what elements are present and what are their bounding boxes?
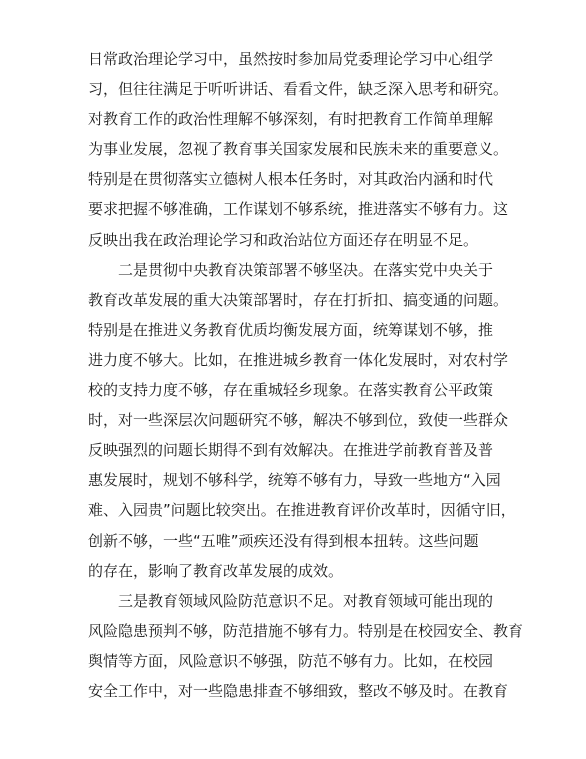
text-line: 为事业发展，忽视了教育事关国家发展和民族未来的重要意义。 (88, 140, 509, 159)
document-body (88, 44, 524, 706)
text-line: 三是教育领域风险防范意识不足。对教育领域可能出现的 (118, 591, 494, 610)
paragraph-risk-prevention (88, 586, 524, 706)
paragraph-policy-implementation (88, 255, 516, 586)
text-line: 日常政治理论学习中，虽然按时参加局党委理论学习中心组学 (88, 50, 494, 68)
text-line: 风险隐患预判不够，防范措施不够有力。特别是在校园安全、教育 (88, 621, 524, 640)
text-line: 安全工作中，对一些隐患排查不够细致，整改不够及时。在教育 (88, 681, 509, 700)
text-line: 惠发展时，规划不够科学，统筹不够有力，导致一些地方“入园 (88, 471, 501, 490)
text-line: 要求把握不够准确，工作谋划不够系统，推进落实不够有力。这 (88, 200, 509, 219)
text-line: 进力度不够大。比如，在推进城乡教育一体化发展时，对农村学 (88, 350, 509, 369)
text-line: 的存在，影响了教育改革发展的成效。 (88, 561, 344, 580)
text-line: 校的支持力度不够，存在重城轻乡现象。在落实教育公平政策 (88, 381, 494, 400)
text-line: 创新不够，一些“五唯”顽疾还没有得到根本扭转。这些问题 (88, 531, 479, 550)
text-line: 难、入园贵”问题比较突出。在推进教育评价改革时，因循守旧， (88, 501, 516, 520)
text-line: 反映出我在政治理论学习和政治站位方面还存在明显不足。 (88, 230, 479, 249)
text-line: 习，但往往满足于听听讲话、看看文件，缺乏深入思考和研究。 (88, 80, 509, 99)
text-line: 教育改革发展的重大决策部署时，存在打折扣、搞变通的问题。 (88, 290, 509, 309)
text-line: 特别是在贯彻落实立德树人根本任务时，对其政治内涵和时代 (88, 170, 494, 189)
text-line: 反映强烈的问题长期得不到有效解决。在推进学前教育普及普 (88, 441, 494, 460)
text-line: 舆情等方面，风险意识不够强，防范不够有力。比如，在校园 (88, 651, 494, 670)
text-line: 时，对一些深层次问题研究不够，解决不够到位，致使一些群众 (88, 411, 509, 430)
text-line: 对教育工作的政治性理解不够深刻，有时把教育工作简单理解 (88, 110, 494, 129)
text-line: 特别是在推进义务教育优质均衡发展方面，统筹谋划不够，推 (88, 320, 494, 339)
text-line: 二是贯彻中央教育决策部署不够坚决。在落实党中央关于 (118, 260, 494, 279)
paragraph-political-study (88, 44, 508, 255)
